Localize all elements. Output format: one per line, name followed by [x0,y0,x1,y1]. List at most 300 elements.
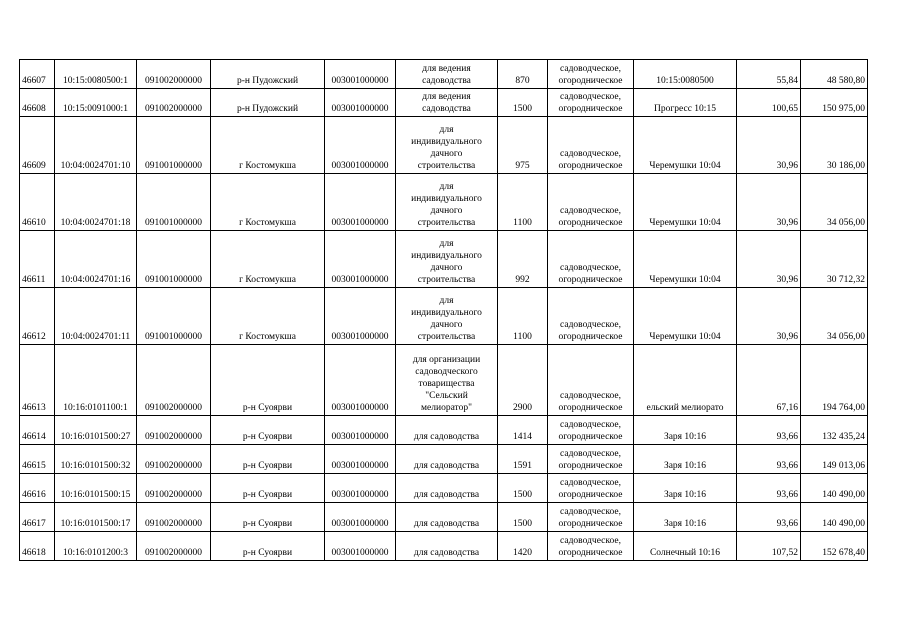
oktmo-code-text: 003001000000 [331,218,389,228]
land-category-line: садоводческое, [560,206,621,216]
row-number [20,416,55,445]
land-category-line: огородническое [558,76,623,86]
permitted-use-line: для [439,182,454,192]
cadastral-number-text: 10:04:0024701:11 [60,332,131,342]
cadastral-value [801,60,868,89]
okato-code-text: 091002000000 [145,76,202,86]
specific-value-text: 30,96 [776,161,798,171]
row-number [20,174,55,231]
cadastral-number [55,288,137,345]
row-number-text: 46609 [22,161,46,171]
land-category [548,231,634,288]
cadastral-number [55,231,137,288]
locality-text: р-н Суоярви [242,519,293,529]
specific-value-text: 93,66 [776,490,798,500]
permitted-use-line: индивидуального [411,137,482,147]
okato-code-text: 091002000000 [145,461,202,471]
cadastral-value [801,445,868,474]
okato-code-text: 091001000000 [145,218,202,228]
table-row [20,532,868,561]
row-number-text: 46613 [22,403,46,413]
locality [211,60,325,89]
permitted-use-line: для [439,125,454,135]
specific-value-text: 107,52 [771,548,798,558]
area-value [498,416,548,445]
row-number [20,60,55,89]
cadastral-value [801,231,868,288]
locality-text: р-н Суоярви [242,403,293,413]
okato-code [137,231,211,288]
land-category [548,503,634,532]
area-value [498,231,548,288]
permitted-use-line: дачного [430,263,463,273]
cadastral-number-text: 10:04:0024701:18 [60,218,131,228]
land-category-line: садоводческое, [560,536,621,546]
cadastral-number-text: 10:16:0101500:32 [60,461,131,471]
cadastral-value [801,503,868,532]
area-value [498,117,548,174]
area-value [498,474,548,503]
area-value-text: 1591 [513,461,532,471]
permitted-use [396,532,498,561]
valuation-zone-text: 10:15:0080500 [656,76,714,86]
valuation-zone [634,117,737,174]
row-number [20,231,55,288]
cadastral-number-text: 10:16:0101500:17 [60,519,131,529]
valuation-zone-text: Заря 10:16 [663,461,707,471]
land-category-line: садоводческое, [560,263,621,273]
land-category-line: огородническое [558,461,623,471]
permitted-use-line: строительства [417,332,476,342]
cadastral-value [801,288,868,345]
permitted-use [396,231,498,288]
land-category-line: садоводческое, [560,149,621,159]
row-number-text: 46607 [22,76,46,86]
land-category-line: садоводческое, [560,507,621,517]
specific-value [737,288,801,345]
permitted-use-line: садоводческого [415,367,478,377]
locality-text: г Костомукша [239,218,296,228]
valuation-zone [634,231,737,288]
permitted-use [396,117,498,174]
specific-value-text: 100,65 [771,104,798,114]
table-row [20,174,868,231]
permitted-use-line: для организации [412,355,481,365]
locality [211,503,325,532]
land-category-line: огородническое [558,104,623,114]
oktmo-code-text: 003001000000 [331,76,389,86]
row-number [20,117,55,174]
permitted-use-line: индивидуального [411,308,482,318]
land-category [548,117,634,174]
cadastral-value-text: 149 013,06 [822,461,865,471]
oktmo-code-text: 003001000000 [331,461,389,471]
land-category-line: огородническое [558,432,623,442]
row-number [20,503,55,532]
land-category-line: садоводческое, [560,320,621,330]
cadastral-value [801,474,868,503]
area-value [498,345,548,416]
specific-value-text: 93,66 [776,461,798,471]
locality [211,117,325,174]
valuation-zone [634,89,737,117]
specific-value [737,474,801,503]
permitted-use-line: для садоводства [413,519,480,529]
specific-value-text: 30,96 [776,218,798,228]
specific-value-text: 93,66 [776,519,798,529]
specific-value-text: 30,96 [776,275,798,285]
okato-code-text: 091002000000 [145,104,202,114]
okato-code [137,474,211,503]
permitted-use [396,89,498,117]
okato-code-text: 091002000000 [145,432,202,442]
oktmo-code-text: 003001000000 [331,403,389,413]
cadastral-number-text: 10:04:0024701:10 [60,161,131,171]
oktmo-code-text: 003001000000 [331,548,389,558]
row-number [20,345,55,416]
oktmo-code-text: 003001000000 [331,519,389,529]
land-category [548,416,634,445]
cadastral-value [801,532,868,561]
land-registry-table [19,59,868,561]
oktmo-code [325,117,396,174]
okato-code-text: 091002000000 [145,403,202,413]
table-row [20,117,868,174]
area-value-text: 975 [515,161,530,171]
area-value-text: 870 [515,76,530,86]
area-value-text: 1500 [513,104,532,114]
cadastral-value-text: 30 186,00 [827,161,865,171]
specific-value [737,60,801,89]
land-category [548,60,634,89]
valuation-zone-text: Солнечный 10:16 [649,548,721,558]
specific-value-text: 55,84 [776,76,798,86]
land-category [548,89,634,117]
table-row [20,345,868,416]
area-value-text: 1420 [513,548,532,558]
cadastral-number [55,474,137,503]
valuation-zone [634,60,737,89]
oktmo-code-text: 003001000000 [331,104,389,114]
area-value [498,532,548,561]
cadastral-number-text: 10:04:0024701:16 [60,275,131,285]
oktmo-code [325,503,396,532]
okato-code [137,345,211,416]
table-row [20,231,868,288]
cadastral-number [55,89,137,117]
okato-code [137,174,211,231]
land-category-line: садоводческое, [560,420,621,430]
locality-text: р-н Пудожский [236,104,299,114]
row-number-text: 46608 [22,104,46,114]
specific-value [737,445,801,474]
land-category-line: садоводческое, [560,449,621,459]
permitted-use-line: садоводства [422,104,471,114]
oktmo-code [325,231,396,288]
cadastral-number-text: 10:16:0101500:15 [60,490,131,500]
land-category-line: огородническое [558,332,623,342]
okato-code-text: 091001000000 [145,275,202,285]
land-category-line: садоводческое, [560,478,621,488]
locality [211,231,325,288]
okato-code-text: 091002000000 [145,519,202,529]
permitted-use-line: "Сельский [425,391,468,401]
locality [211,532,325,561]
row-number-text: 46618 [22,548,46,558]
valuation-zone [634,174,737,231]
specific-value [737,345,801,416]
okato-code [137,117,211,174]
cadastral-number [55,503,137,532]
land-category-line: садоводческое, [560,391,621,401]
okato-code-text: 091001000000 [145,332,202,342]
permitted-use-line: для садоводства [413,490,480,500]
permitted-use-line: товарищества [418,379,475,389]
locality [211,445,325,474]
land-category-line: огородническое [558,548,623,558]
cadastral-number [55,532,137,561]
land-category [548,532,634,561]
okato-code-text: 091002000000 [145,548,202,558]
oktmo-code [325,288,396,345]
oktmo-code [325,89,396,117]
locality [211,345,325,416]
area-value-text: 1414 [513,432,532,442]
area-value-text: 1500 [513,519,532,529]
permitted-use-line: индивидуального [411,194,482,204]
area-value [498,445,548,474]
oktmo-code-text: 003001000000 [331,490,389,500]
okato-code [137,416,211,445]
area-value [498,288,548,345]
valuation-zone [634,288,737,345]
oktmo-code [325,416,396,445]
permitted-use-line: дачного [430,320,463,330]
land-category-line: огородническое [558,403,623,413]
valuation-zone [634,474,737,503]
permitted-use-line: садоводства [422,76,471,86]
valuation-zone-text: Черемушки 10:04 [649,161,721,171]
row-number-text: 46610 [22,218,46,228]
specific-value [737,231,801,288]
land-category [548,345,634,416]
oktmo-code [325,474,396,503]
cadastral-number-text: 10:15:0091000:1 [63,104,128,114]
okato-code [137,445,211,474]
row-number [20,474,55,503]
cadastral-value-text: 140 490,00 [822,519,865,529]
specific-value-text: 67,16 [776,403,798,413]
area-value [498,89,548,117]
land-category-line: огородническое [558,275,623,285]
cadastral-value-text: 132 435,24 [822,432,865,442]
permitted-use-line: для садоводства [413,461,480,471]
specific-value [737,503,801,532]
row-number-text: 46611 [22,275,46,285]
area-value [498,60,548,89]
row-number-text: 46612 [22,332,46,342]
area-value-text: 1100 [513,332,532,342]
specific-value-text: 93,66 [776,432,798,442]
land-category-line: огородническое [558,218,623,228]
table-row [20,416,868,445]
permitted-use-line: дачного [430,149,463,159]
valuation-zone [634,416,737,445]
okato-code [137,532,211,561]
permitted-use [396,503,498,532]
land-category-line: огородническое [558,161,623,171]
locality [211,288,325,345]
permitted-use-line: мелиоратор" [421,403,472,413]
area-value-text: 2900 [513,403,532,413]
locality-text: р-н Пудожский [236,76,299,86]
valuation-zone [634,503,737,532]
valuation-zone-text: Заря 10:16 [663,490,707,500]
table-row [20,445,868,474]
cadastral-value-text: 48 580,80 [827,76,865,86]
oktmo-code-text: 003001000000 [331,275,389,285]
cadastral-number-text: 10:16:0101500:27 [60,432,131,442]
cadastral-value-text: 30 712,32 [827,275,865,285]
land-category [548,474,634,503]
valuation-zone-text: ельский мелиорато [646,403,724,413]
cadastral-number-text: 10:15:0080500:1 [63,76,128,86]
permitted-use [396,345,498,416]
permitted-use-line: дачного [430,206,463,216]
permitted-use [396,474,498,503]
table-row [20,288,868,345]
locality-text: г Костомукша [239,275,296,285]
cadastral-value [801,117,868,174]
row-number-text: 46617 [22,519,46,529]
land-category [548,288,634,345]
table-row [20,89,868,117]
permitted-use-line: строительства [417,218,476,228]
okato-code-text: 091001000000 [145,161,202,171]
specific-value [737,532,801,561]
oktmo-code [325,532,396,561]
cadastral-value [801,89,868,117]
cadastral-value-text: 194 764,00 [822,403,865,413]
oktmo-code [325,445,396,474]
cadastral-number-text: 10:16:0101100:1 [63,403,128,413]
valuation-zone [634,345,737,416]
okato-code [137,288,211,345]
area-value [498,503,548,532]
permitted-use [396,288,498,345]
cadastral-number [55,60,137,89]
locality [211,174,325,231]
row-number-text: 46615 [22,461,46,471]
land-category [548,445,634,474]
oktmo-code-text: 003001000000 [331,161,389,171]
land-category-line: садоводческое, [560,64,621,74]
locality [211,416,325,445]
valuation-zone-text: Прогресс 10:15 [654,104,716,114]
cadastral-value-text: 152 678,40 [822,548,865,558]
cadastral-number [55,174,137,231]
locality-text: р-н Суоярви [242,432,293,442]
row-number-text: 46616 [22,490,46,500]
specific-value-text: 30,96 [776,332,798,342]
permitted-use-line: для садоводства [413,548,480,558]
land-category [548,174,634,231]
cadastral-value-text: 34 056,00 [827,218,865,228]
valuation-zone-text: Черемушки 10:04 [649,218,721,228]
land-category-line: огородническое [558,519,623,529]
cadastral-number-text: 10:16:0101200:3 [63,548,128,558]
cadastral-number [55,416,137,445]
table-row [20,474,868,503]
locality-text: г Костомукша [239,161,296,171]
area-value [498,174,548,231]
valuation-zone-text: Черемушки 10:04 [649,332,721,342]
permitted-use-line: индивидуального [411,251,482,261]
valuation-zone [634,445,737,474]
locality-text: р-н Суоярви [242,490,293,500]
table-body [20,60,868,561]
permitted-use-line: для [439,296,454,306]
permitted-use-line: для садоводства [413,432,480,442]
area-value-text: 1100 [513,218,532,228]
oktmo-code [325,60,396,89]
permitted-use [396,60,498,89]
permitted-use [396,445,498,474]
locality-text: г Костомукша [239,332,296,342]
area-value-text: 992 [515,275,530,285]
okato-code-text: 091002000000 [145,490,202,500]
cadastral-value [801,345,868,416]
okato-code [137,503,211,532]
permitted-use [396,416,498,445]
okato-code [137,60,211,89]
row-number [20,89,55,117]
cadastral-number [55,445,137,474]
specific-value [737,89,801,117]
locality [211,89,325,117]
permitted-use-line: для [439,239,454,249]
row-number [20,532,55,561]
permitted-use-line: для ведения [422,92,471,102]
permitted-use-line: строительства [417,275,476,285]
oktmo-code [325,174,396,231]
row-number-text: 46614 [22,432,46,442]
valuation-zone-text: Черемушки 10:04 [649,275,721,285]
cadastral-value-text: 34 056,00 [827,332,865,342]
land-category-line: огородническое [558,490,623,500]
cadastral-value-text: 140 490,00 [822,490,865,500]
locality-text: р-н Суоярви [242,548,293,558]
oktmo-code [325,345,396,416]
permitted-use-line: для ведения [422,64,471,74]
okato-code [137,89,211,117]
valuation-zone-text: Заря 10:16 [663,519,707,529]
locality-text: р-н Суоярви [242,461,293,471]
row-number [20,288,55,345]
specific-value [737,416,801,445]
permitted-use-line: строительства [417,161,476,171]
table-row [20,503,868,532]
cadastral-number [55,117,137,174]
row-number [20,445,55,474]
cadastral-number [55,345,137,416]
specific-value [737,117,801,174]
locality [211,474,325,503]
oktmo-code-text: 003001000000 [331,432,389,442]
table-row [20,60,868,89]
cadastral-value-text: 150 975,00 [822,104,865,114]
specific-value [737,174,801,231]
